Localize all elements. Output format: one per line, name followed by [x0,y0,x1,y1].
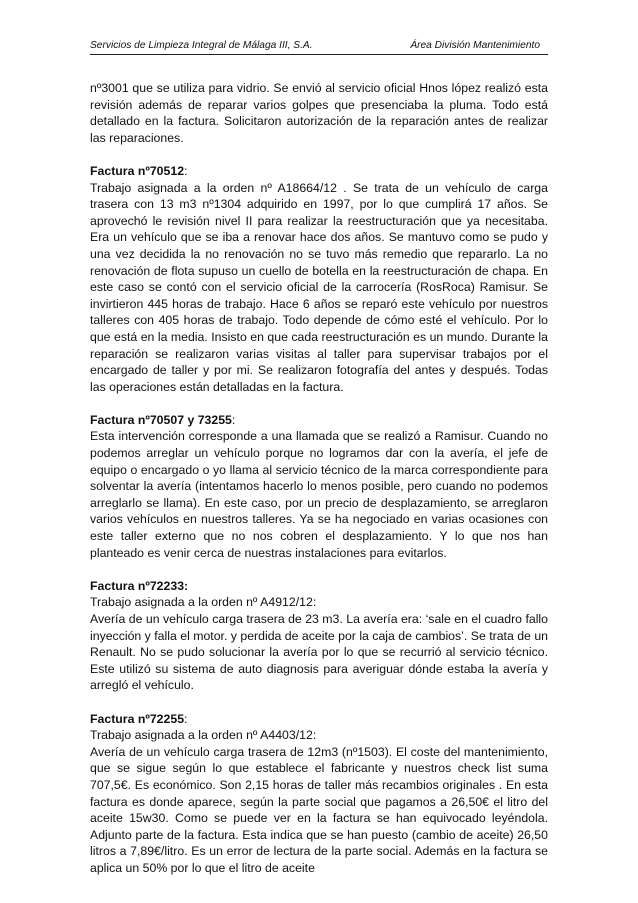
intro-paragraph: nº3001 que se utiliza para vidrio. Se envió al servicio oficial Hnos lópez realizó esta revisión además de reparar varios golpes que presenciaba la pluma. Todo está detallado en la factura. Solicitaron autorización de la reparación antes de realizar las reparaciones. [90,81,548,145]
section-body: Trabajo asignada a la orden nº A18664/12 . Se trata de un vehículo de carga trasera con 13 m3 nº1304 adquirido en 1997, por lo que cumplirá 17 años. Se aprovechó le revisión nivel II para realizar la reestructuración que ya necesitaba. Era un vehículo que se iba a renovar hace dos años. Se mantuvo como se pudo y una vez decidida la no renovación no se tuvo más remedio que repararlo. La no renovación de flota supuso un cuello de botella en la reestructuración de chapa. En este caso se contó con el servicio oficial de la carrocería (RosRoca) Ramisur. Se invirtieron 445 horas de trabajo. Hace 6 años se reparó este vehículo por nuestros talleres con 405 horas de trabajo. Todo depende de cómo esté el vehículo. Por lo que está en la media. Insisto en que cada reestructuración es un mundo. Durante la reparación se realizaron varias visitas al taller para supervisar trabajos por el encargado de taller y por mi. Se realizaron fotografía del antes y después. Todas las operaciones están detalladas en la factura. [90,180,548,394]
header-company: Servicios de Limpieza Integral de Málaga III, S.A. [90,40,313,51]
document-body [90,80,548,877]
section-factura-70507-73255 [90,412,548,561]
section-heading: Factura nº70507 y 73255: [90,412,236,427]
section-body: Trabajo asignada a la orden nº A4403/12: Avería de un vehículo carga trasera de 12m3 (nº1503). El coste del mantenimiento, que se sigue según lo que establece el fabricante y nuestros check list suma 707,5€. Es económico. Son 2,15 horas de taller más recambios originales . En esta factura es donde aparece, según la parte social que pagamos a 26,50€ el litro del aceite 15w30. Como se puede ver en la factura se han equivocado leyéndola. Adjunto parte de la factura. Esta indica que se han puesto (cambio de aceite) 26,50 litros a 7,89€/litro. Es un error de lectura de la parte social. Además en la factura se aplica un 50% por lo que el litro de aceite [90,728,548,875]
section-factura-72233 [90,578,548,694]
page-header [90,38,548,55]
section-heading: Factura nº72233: [90,578,189,593]
section-heading: Factura nº70512: [90,163,188,178]
section-heading: Factura nº72255: [90,711,188,726]
section-body: Esta intervención corresponde a una llamada que se realizó a Ramisur. Cuando no podemos arreglar un vehículo porque no logramos dar con la avería, el jefe de equipo o encargado o yo llama al servicio técnico de la marca correspondiente para solventar la avería (intentamos hacerlo lo menos posible, pero cuando no podemos arreglarlo se llama). En este caso, por un precio de desplazamiento, se arreglaron varios vehículos en nuestros talleres. Ya se ha negociado en varias ocasiones con este taller externo que no nos cobren el desplazamiento. Y lo que nos han planteado es venir cerca de nuestras instalaciones para evitarlos. [90,429,548,560]
section-body: Trabajo asignada a la orden nº A4912/12: Avería de un vehículo carga trasera de 23 m3. La avería era: ‘sale en el cuadro fallo inyección y falla el motor. y perdida de aceite por la caja de cambios’. Se trata de un Renault. No se pudo solucionar la avería por lo que se recurrió al servicio técnico. Este utilizó su sistema de auto diagnosis para averiguar dónde estaba la avería y arregló el vehículo. [90,595,548,693]
section-factura-70512 [90,163,548,395]
header-division: Área División Mantenimiento [410,40,540,51]
section-factura-72255 [90,711,548,877]
